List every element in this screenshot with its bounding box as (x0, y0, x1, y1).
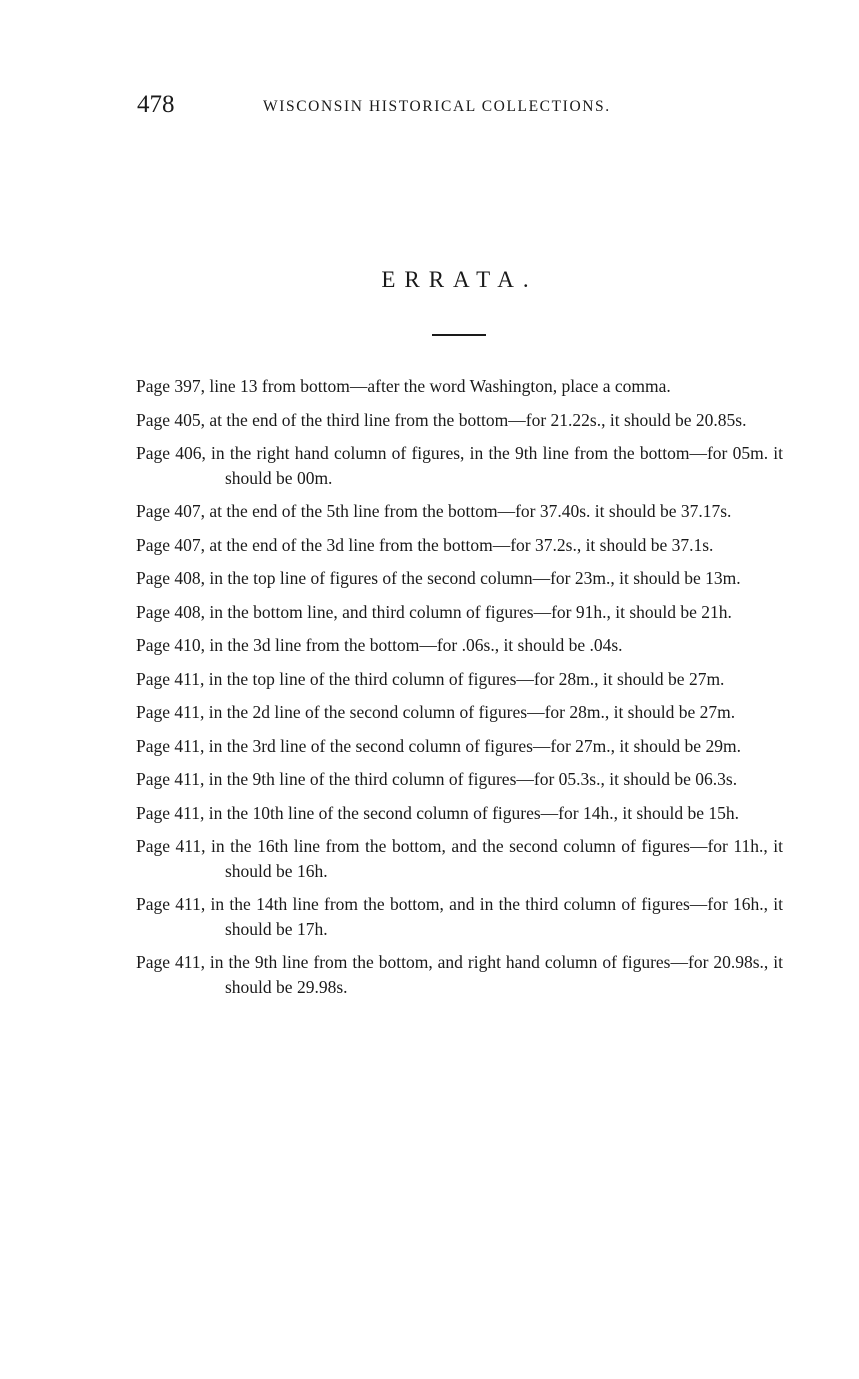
errata-entry (136, 950, 783, 999)
page-number: 478 (137, 91, 175, 118)
errata-entry (136, 499, 783, 524)
errata-entry-text: Page 411, in the 9th line of the third column of figures—for 05.3s., it should be 06.3s. (136, 769, 738, 789)
errata-entry-text: Page 411, in the 9th line from the bottom, and right hand column of figures—for 20.98s., it should be 29.98s. (136, 952, 783, 997)
errata-entry-text: Page 397, line 13 from bottom—after the word Washington, place a comma. (136, 376, 671, 396)
errata-entry-text: Page 411, in the 16th line from the bottom, and the second column of figures—for 11h., it should be 16h. (136, 836, 783, 881)
errata-entry-text: Page 407, at the end of the 3d line from the bottom—for 37.2s., it should be 37.1s. (136, 534, 714, 555)
errata-entry-text: Page 408, in the bottom line, and third column of figures—for 91h., it should be 21h. (136, 601, 732, 622)
errata-entry (136, 700, 783, 725)
errata-entry-text: Page 407, at the end of the 5th line from the bottom—for 37.40s. it should be 37.17s. (136, 501, 732, 521)
errata-entry (136, 801, 783, 826)
errata-entry-text: Page 406, in the right hand column of figures, in the 9th line from the bottom—for 05m. it should be 00m. (136, 443, 783, 488)
errata-list (136, 374, 783, 1008)
errata-entry (136, 600, 783, 625)
errata-entry (136, 667, 783, 692)
errata-entry (136, 566, 783, 591)
errata-entry-text: Page 411, in the 3rd line of the second column of figures—for 27m., it should be 29m. (136, 735, 741, 756)
errata-entry-text: Page 411, in the 14th line from the bottom, and in the third column of figures—for 16h., it should be 17h. (136, 894, 783, 939)
errata-entry (136, 374, 783, 399)
errata-entry-text: Page 410, in the 3d line from the bottom—for .06s., it should be .04s. (136, 635, 623, 655)
errata-entry-text: Page 405, at the end of the third line from the bottom—for 21.22s., it should be 20.85s. (136, 409, 747, 430)
title-rule (432, 334, 486, 336)
errata-entry-text: Page 411, in the 2d line of the second column of figures—for 28m., it should be 27m. (136, 702, 736, 722)
collection-title: WISCONSIN HISTORICAL COLLECTIONS. (263, 98, 611, 115)
errata-entry (136, 834, 783, 883)
errata-entry (136, 767, 783, 792)
running-head (137, 92, 657, 122)
errata-entry (136, 441, 783, 490)
errata-entry-text: Page 411, in the top line of the third column of figures—for 28m., it should be 27m. (136, 668, 725, 689)
errata-entry (136, 633, 783, 658)
errata-entry-text: Page 411, in the 10th line of the second column of figures—for 14h., it should be 15h. (136, 802, 739, 823)
errata-entry (136, 408, 783, 433)
errata-entry (136, 734, 783, 759)
errata-entry (136, 533, 783, 558)
errata-entry (136, 892, 783, 941)
errata-entry-text: Page 408, in the top line of figures of the second column—for 23m., it should be 13m. (136, 568, 741, 588)
section-title: ERRATA. (381, 267, 538, 292)
